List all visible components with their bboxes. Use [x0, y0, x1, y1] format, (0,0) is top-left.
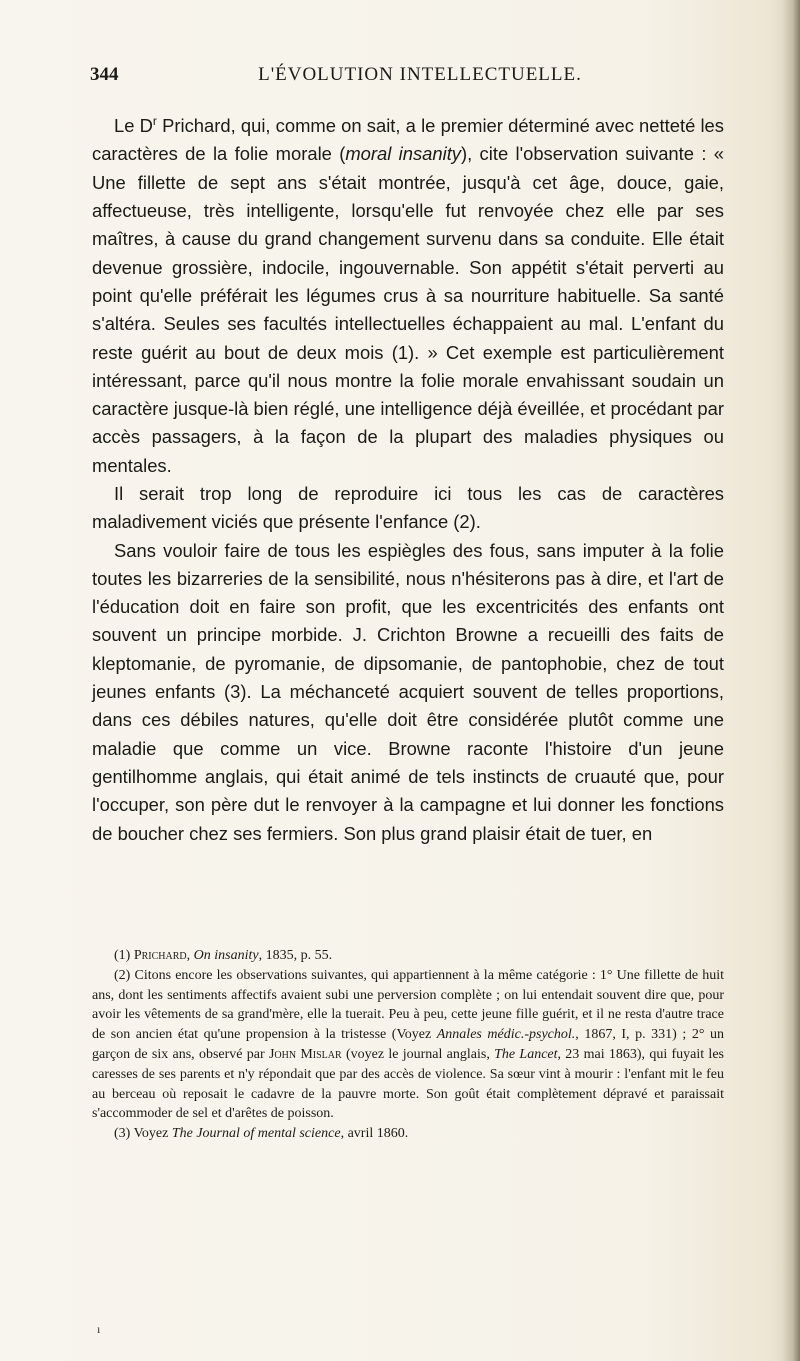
fn1-author: Prichard	[133, 948, 187, 963]
paragraph-3: Sans vouloir faire de tous les espiègles des fous, sans imputer à la folie toutes les bizarreries de la sensibilité, nous n'hésiterons pas à dire, et l'art de l'éducation doit en faire son profit, que les excentricités des enfants ont souvent un principe morbide. J. Crichton Browne a recueilli des faits de kleptomanie, de pyromanie, de dipsomanie, de pantophobie, chez de tout jeunes enfants (3). La méchanceté acquiert souvent de telles proportions, dans ces débiles natures, qu'elle doit être considérée plutôt comme une maladie que comme un vice. Browne raconte l'histoire d'un jeune gentilhomme anglais, qui était animé de tels instincts de cruauté que, pour l'occuper, son père dut le renvoyer à la campagne et lui donner les fonctions de boucher chez ses fermiers. Son plus grand plaisir était de tuer, en	[92, 539, 724, 844]
fn3-journal: The Journal of mental science	[171, 1126, 341, 1142]
paragraph-2: Il serait trop long de reproduire ici tous les cas de caractères maladivement viciés que présente l'enfance (2).	[92, 482, 724, 533]
main-text	[92, 107, 724, 848]
fn1-sep: ,	[186, 948, 194, 963]
fn2-lancet: The Lancet	[494, 1046, 558, 1062]
fn2-author: John Mislar	[268, 1046, 342, 1062]
fn1-number: (1)	[114, 948, 134, 963]
fn2-text-b: , 1867, I, p. 331) ; 2° un garçon de six ans, observé par	[92, 1027, 725, 1062]
footnote-1	[92, 946, 724, 966]
fn2-text-c: (voyez le journal anglais,	[341, 1046, 495, 1062]
fn1-title: On insanity	[193, 948, 259, 963]
fn3-text-a: (3) Voyez	[114, 1126, 172, 1142]
footnote-2	[92, 966, 724, 1124]
page-edge-shadow	[782, 0, 800, 1361]
paragraph-1	[92, 107, 724, 480]
doctor-abbrev-superscript: r	[152, 114, 157, 128]
running-header	[90, 64, 740, 86]
footnote-3	[92, 1124, 724, 1144]
fn3-text-b: , avril 1860.	[340, 1126, 409, 1142]
p1-text-middle: Prichard, qui, comme on sait, a le premier déterminé avec netteté les caractères de la folie morale (	[92, 115, 724, 165]
p1-italic-term: moral insanity	[345, 143, 461, 165]
print-mark: ı	[97, 1322, 101, 1336]
page-number: 344	[90, 64, 119, 85]
fn2-text-a: (2) Citons encore les observations suivantes, qui appartiennent à la même catégorie : 1° Une fillette de huit ans, dont les sentiments affectifs avaient subi une perversion complète ; on lui entendait souvent dire que, pour avoir les vêtements de sa grand'mère, elle la tuerait. Peu à peu, cette jeune fille guérit, et il ne resta d'autre trace de son ancien état qu'une propension à la tristesse (Voyez	[92, 967, 724, 1043]
fn2-text-d: , 23 mai 1863), qui fuyait les caresses de ses parents et n'y répondait que par des accès de violence. Sa sœur vint à mourir : l'enfant mit le feu au berceau où reposait le cadavre de la pauvre morte. Son goût était complètement dépravé et paraissait s'accommoder de sel et d'arêtes de poisson.	[92, 1046, 724, 1122]
p1-text-start: Le D	[114, 115, 153, 137]
fn2-journal: Annales médic.-psychol.	[436, 1027, 576, 1043]
fn1-ref: , 1835, p. 55.	[258, 948, 333, 963]
running-title: L'ÉVOLUTION INTELLECTUELLE.	[258, 64, 582, 85]
p1-text-end: ), cite l'observation suivante : « Une fillette de sept ans s'était montrée, jusqu'à cet âge, douce, gaie, affectueuse, très intelligente, lorsqu'elle fut renvoyée chez elle par ses maîtres, à cause du grand changement survenu dans sa conduite. Elle était devenue grossière, indocile, ingouvernable. Son appétit s'était perverti au point qu'elle préférait les légumes crus à sa nourriture habituelle. Sa santé s'altéra. Seules ses facultés intellectuelles échappaient au mal. L'enfant du reste guérit au bout de deux mois (1). » Cet exemple est particulièrement intéressant, parce qu'il nous montre la folie morale envahissant soudain un caractère jusque-là bien réglé, une intelligence déjà éveillée, et procédant par accès passagers, à la façon de la plupart des maladies physiques ou mentales.	[92, 143, 724, 476]
footnotes	[92, 946, 724, 1144]
